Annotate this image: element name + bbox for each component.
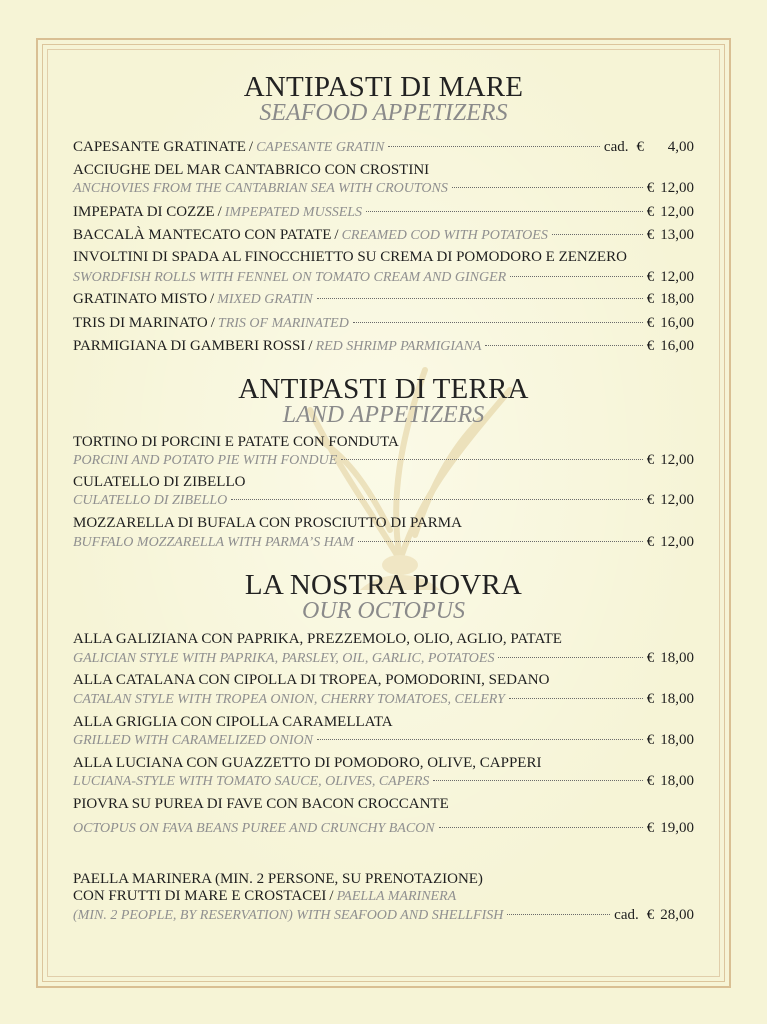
currency-symbol: € [646, 534, 655, 550]
item-price [647, 648, 694, 668]
separator: / [308, 338, 313, 354]
item-name-en: RED SHRIMP PARMIGIANA [315, 339, 482, 354]
separator: / [248, 139, 254, 155]
dot-leader [317, 298, 643, 299]
currency-symbol: € [646, 338, 655, 354]
price-value: 28,00 [660, 907, 694, 923]
dot-leader [366, 211, 643, 212]
item-name-en: CATALAN STYLE WITH TROPEA ONION, CHERRY TOMATOES, CELERY [73, 692, 505, 707]
item-name-it: ALLA CATALANA CON CIPOLLA DI TROPEA, POMODORINI, SEDANO [73, 672, 550, 688]
item-name-it: INVOLTINI DI SPADA AL FINOCCHIETTO SU CREMA DI POMODORO E ZENZERO [73, 249, 627, 265]
dot-leader [509, 698, 643, 699]
currency-symbol: € [646, 907, 655, 923]
price-value: 12,00 [660, 452, 694, 468]
item-name-en: LUCIANA-STYLE WITH TOMATO SAUCE, OLIVES, CAPERS [73, 774, 430, 789]
item-name-it: CULATELLO DI ZIBELLO [73, 474, 246, 490]
price-value: 13,00 [660, 227, 694, 243]
item-name-en: GALICIAN STYLE WITH PAPRIKA, PARSLEY, OIL, GARLIC, POTATOES [73, 651, 495, 666]
item-price [647, 905, 694, 925]
item-price [647, 178, 694, 198]
currency-symbol: € [646, 227, 655, 243]
price-value: 16,00 [660, 338, 694, 354]
dot-leader [353, 322, 643, 323]
currency-symbol: € [646, 732, 655, 748]
dot-leader [498, 657, 642, 658]
price-value: 16,00 [660, 315, 694, 331]
menu-item [73, 532, 694, 552]
dot-leader [433, 780, 642, 781]
separator: / [334, 227, 339, 243]
item-name-it: ALLA LUCIANA CON GUAZZETTO DI POMODORO, OLIVE, CAPPERI [73, 755, 542, 771]
item-name-it: TRIS DI MARINATO [73, 315, 208, 331]
currency-symbol: € [646, 315, 655, 331]
item-name-en: ANCHOVIES FROM THE CANTABRIAN SEA WITH CROUTONS [73, 181, 448, 196]
currency-symbol: € [646, 269, 655, 285]
item-name-en: PORCINI AND POTATO PIE WITH FONDUE [73, 453, 338, 468]
item-name-it: PARMIGIANA DI GAMBERI ROSSI [73, 338, 306, 354]
item-price [647, 730, 694, 750]
menu-item [73, 490, 694, 510]
item-name-it: PIOVRA SU PUREA DI FAVE CON BACON CROCCANTE [73, 796, 449, 812]
menu-item [73, 730, 694, 750]
item-price [647, 313, 694, 333]
item-prefix: cad. [614, 907, 639, 923]
item-name-it: TORTINO DI PORCINI E PATATE CON FONDUTA [73, 434, 399, 450]
separator: / [329, 888, 334, 904]
dot-leader [341, 459, 642, 460]
item-name-it: ALLA GRIGLIA CON CIPOLLA CARAMELLATA [73, 714, 393, 730]
menu-item [73, 202, 694, 222]
price-value: 12,00 [660, 269, 694, 285]
currency-symbol: € [646, 820, 655, 836]
dot-leader [317, 739, 643, 740]
price-value: 19,00 [660, 820, 694, 836]
dot-leader [552, 234, 643, 235]
item-name-en: CAPESANTE GRATIN [256, 140, 385, 155]
paella-name-en-line2: (MIN. 2 PEOPLE, BY RESERVATION) WITH SEAFOOD AND SHELLFISH [73, 908, 504, 923]
currency-symbol: € [646, 773, 655, 789]
section-title-piovra: LA NOSTRA PIOVRA [244, 569, 523, 601]
item-name-en: GRILLED WITH CARAMELIZED ONION [73, 733, 313, 748]
currency-symbol: € [646, 180, 655, 196]
menu-item [73, 225, 694, 245]
dot-leader [358, 541, 643, 542]
item-price [647, 202, 694, 222]
section-title-terra: ANTIPASTI DI TERRA [238, 373, 529, 405]
price-value: 4,00 [667, 139, 694, 155]
item-name-it: ALLA GALIZIANA CON PAPRIKA, PREZZEMOLO, OLIO, AGLIO, PATATE [73, 631, 562, 647]
item-name-en: CULATELLO DI ZIBELLO [73, 493, 228, 508]
dot-leader [507, 914, 610, 915]
currency-symbol: € [646, 492, 655, 508]
dot-leader [231, 499, 642, 500]
currency-symbol: € [646, 650, 655, 666]
item-name-it: BACCALÀ MANTECATO CON PATATE [73, 227, 332, 243]
dot-leader [510, 276, 643, 277]
currency-symbol: € [636, 139, 644, 155]
menu-item [73, 689, 694, 709]
item-name-en: BUFFALO MOZZARELLA WITH PARMA’S HAM [73, 535, 355, 550]
menu-item [73, 267, 694, 287]
price-value: 18,00 [660, 732, 694, 748]
item-price [647, 336, 694, 356]
paella-name-it-line1: PAELLA MARINERA (MIN. 2 PERSONE, SU PRENOTAZIONE) [73, 871, 483, 887]
item-price [647, 532, 694, 552]
menu-item [73, 818, 694, 838]
separator: / [217, 204, 222, 220]
menu-item-paella-price-row [73, 905, 694, 925]
currency-symbol: € [646, 291, 655, 307]
separator: / [210, 315, 215, 331]
item-name-en: SWORDFISH ROLLS WITH FENNEL ON TOMATO CREAM AND GINGER [73, 270, 507, 285]
section-subtitle-piovra: OUR OCTOPUS [302, 598, 465, 624]
item-name-it: ACCIUGHE DEL MAR CANTABRICO CON CROSTINI [73, 162, 430, 178]
price-value: 18,00 [660, 691, 694, 707]
price-value: 18,00 [660, 650, 694, 666]
item-name-it: CAPESANTE GRATINATE [73, 139, 246, 155]
section-subtitle-mare: SEAFOOD APPETIZERS [259, 100, 508, 126]
price-value: 12,00 [660, 204, 694, 220]
item-name-en: OCTOPUS ON FAVA BEANS PUREE AND CRUNCHY BACON [73, 821, 435, 836]
item-price [647, 818, 694, 838]
section-subtitle-terra: LAND APPETIZERS [282, 402, 485, 428]
menu-item [73, 336, 694, 356]
dot-leader [439, 827, 643, 828]
price-value: 12,00 [660, 492, 694, 508]
item-price [647, 267, 694, 287]
item-name-en: MIXED GRATIN [217, 292, 313, 307]
menu-item [73, 648, 694, 668]
price-value: 18,00 [660, 291, 694, 307]
currency-symbol: € [646, 691, 655, 707]
dot-leader [452, 187, 643, 188]
item-name-en: CREAMED COD WITH POTATOES [341, 228, 548, 243]
paella-name-en-line1: PAELLA MARINERA [336, 889, 457, 904]
dot-leader [388, 146, 600, 147]
menu-item-paella [73, 886, 694, 906]
item-price [647, 450, 694, 470]
price-value: 12,00 [660, 180, 694, 196]
item-price [637, 137, 695, 157]
menu-item [73, 289, 694, 309]
dot-leader [485, 345, 642, 346]
price-value: 18,00 [660, 773, 694, 789]
currency-symbol: € [646, 452, 655, 468]
menu-item [73, 313, 694, 333]
item-name-it: IMPEPATA DI COZZE [73, 204, 215, 220]
item-name-it: MOZZARELLA DI BUFALA CON PROSCIUTTO DI PARMA [73, 515, 462, 531]
price-value: 12,00 [660, 534, 694, 550]
paella-name-it-line2: CON FRUTTI DI MARE E CROSTACEI [73, 888, 327, 904]
item-price [647, 289, 694, 309]
menu-item [73, 137, 694, 157]
item-price [647, 771, 694, 791]
menu-item [73, 178, 694, 198]
item-prefix: cad. [603, 139, 629, 155]
section-title-mare: ANTIPASTI DI MARE [243, 71, 524, 103]
item-price [647, 689, 694, 709]
item-price [647, 490, 694, 510]
currency-symbol: € [646, 204, 655, 220]
item-name-en: IMPEPATED MUSSELS [224, 205, 363, 220]
item-price [647, 225, 694, 245]
item-name-it: GRATINATO MISTO [73, 291, 208, 307]
menu-item [73, 450, 694, 470]
item-name-en: TRIS OF MARINATED [217, 316, 349, 331]
separator: / [210, 291, 215, 307]
menu-item [73, 771, 694, 791]
